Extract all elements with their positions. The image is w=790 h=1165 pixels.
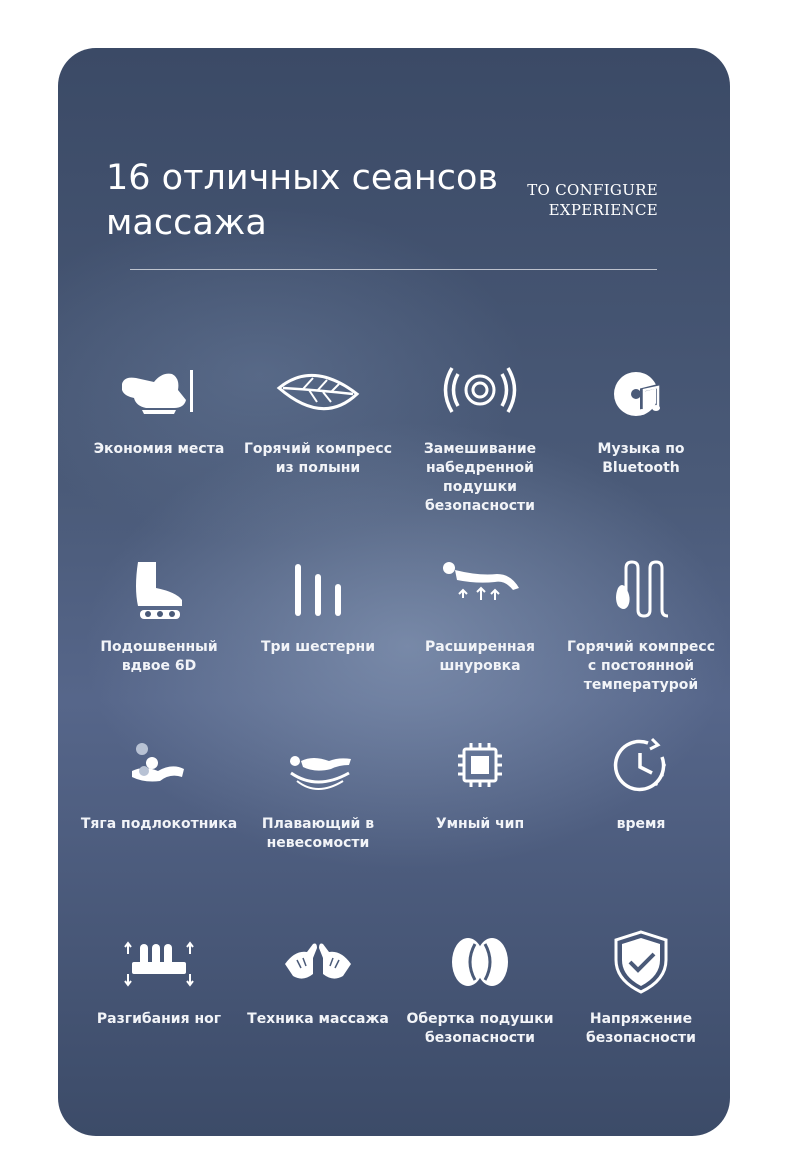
feature-smart-chip [400, 735, 560, 834]
subtitle [527, 180, 658, 220]
feature-label: Умный чип [435, 816, 525, 832]
feature-time [561, 735, 721, 834]
vibration-icon [435, 360, 525, 430]
feature-label: Замешивание набедренной подушки безопасности [423, 441, 537, 514]
feature-label: Тяга подлокотника [80, 816, 238, 832]
foot-icon [114, 558, 204, 628]
shield-check-icon [596, 930, 686, 1000]
leaf-icon [273, 360, 363, 430]
hands-icon [273, 930, 363, 1000]
leg-stretch-icon [114, 930, 204, 1000]
subtitle-line-1: TO CONFIGURE [527, 181, 658, 199]
feature-constant-heat [561, 558, 721, 695]
arm-traction-icon [114, 735, 204, 805]
feature-extended-lacing [400, 558, 560, 676]
music-disc-icon [596, 360, 686, 430]
feature-bluetooth-music [561, 360, 721, 478]
feature-space-saving [79, 360, 239, 459]
feature-label: Музыка по Bluetooth [597, 441, 685, 476]
feature-label: Расширенная шнуровка [425, 639, 535, 674]
feature-label: Подошвенный вдвое 6D [100, 639, 218, 674]
feature-massage-technique [238, 930, 398, 1029]
page-title: 16 отличных сеансов массажа [106, 158, 499, 243]
feature-plantar-6d [79, 558, 239, 676]
subtitle-line-2: EXPERIENCE [548, 201, 658, 219]
feature-safety-voltage [561, 930, 721, 1048]
feature-three-gears [238, 558, 398, 657]
chip-icon [435, 735, 525, 805]
body-stretch-icon [435, 558, 525, 628]
feature-label: Техника массажа [247, 1011, 389, 1027]
feature-label: Разгибания ног [96, 1011, 222, 1027]
feature-armrest-traction [79, 735, 239, 834]
feature-label: Три шестерни [260, 639, 376, 655]
feature-card [58, 48, 730, 1136]
clock-icon [596, 735, 686, 805]
feature-label: Экономия места [93, 441, 225, 457]
feature-hip-airbag-kneading [400, 360, 560, 516]
feature-label: Горячий компресс из полыни [243, 441, 392, 476]
feature-label: Обертка подушки безопасности [406, 1011, 554, 1046]
feature-label: Плавающий в невесомости [261, 816, 375, 851]
feature-label: время [616, 816, 666, 832]
feature-airbag-wrap [400, 930, 560, 1048]
divider [130, 269, 657, 270]
feature-wormwood-compress [238, 360, 398, 478]
chair-icon [114, 360, 204, 430]
airbag-icon [435, 930, 525, 1000]
feature-label: Напряжение безопасности [586, 1011, 696, 1046]
heating-coil-icon [596, 558, 686, 628]
feature-label: Горячий компресс с постоянной температурой [566, 639, 715, 693]
feature-leg-stretch [79, 930, 239, 1029]
levels-icon [273, 558, 363, 628]
zero-gravity-icon [273, 735, 363, 805]
feature-zero-gravity [238, 735, 398, 853]
